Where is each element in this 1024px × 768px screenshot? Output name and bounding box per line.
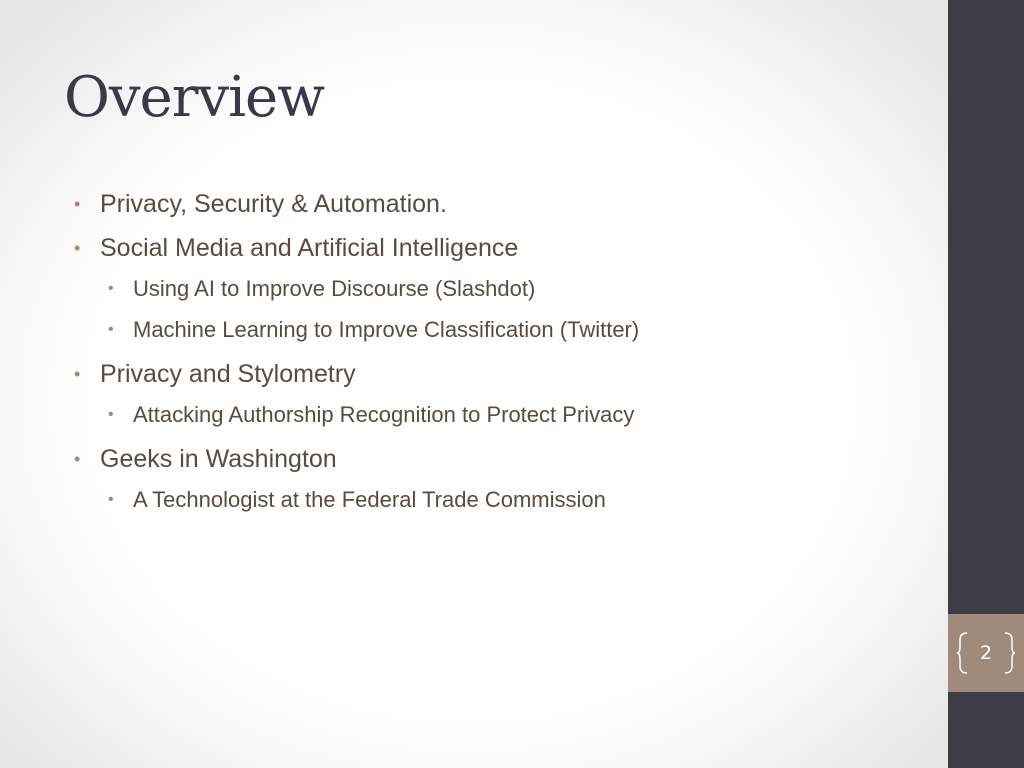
- bullet-item: [74, 440, 934, 484]
- page-number: 2: [979, 642, 993, 664]
- bullet-text: Privacy, Security & Automation.: [100, 190, 447, 218]
- bullet-text: Machine Learning to Improve Classification (Twitter): [133, 317, 640, 342]
- bullet-list: [74, 185, 934, 525]
- sub-bullet-item: [74, 273, 934, 314]
- bullet-marker: •: [74, 449, 81, 469]
- bullet-text: Using AI to Improve Discourse (Slashdot): [133, 276, 536, 301]
- sub-bullet-item: [74, 314, 934, 355]
- bullet-marker: •: [108, 406, 114, 423]
- bullet-marker: •: [108, 280, 114, 297]
- bullet-text: Privacy and Stylometry: [100, 360, 356, 388]
- bullet-marker: •: [74, 364, 81, 384]
- page-number-box: [948, 614, 1024, 692]
- bullet-marker: •: [74, 194, 81, 214]
- bullet-text: A Technologist at the Federal Trade Commission: [133, 487, 606, 512]
- sub-bullet-item: [74, 484, 934, 525]
- bullet-item: [74, 229, 934, 273]
- bullet-text: Attacking Authorship Recognition to Protect Privacy: [133, 402, 635, 427]
- bullet-marker: •: [108, 491, 114, 508]
- bullet-marker: •: [74, 238, 81, 258]
- page-number-frame: [957, 631, 1015, 675]
- bullet-text: Geeks in Washington: [100, 445, 337, 473]
- bullet-item: [74, 185, 934, 229]
- bullet-text: Social Media and Artificial Intelligence: [100, 234, 519, 262]
- sub-bullet-item: [74, 399, 934, 440]
- slide-title: Overview: [64, 65, 325, 130]
- bullet-item: [74, 355, 934, 399]
- bullet-marker: •: [108, 321, 114, 338]
